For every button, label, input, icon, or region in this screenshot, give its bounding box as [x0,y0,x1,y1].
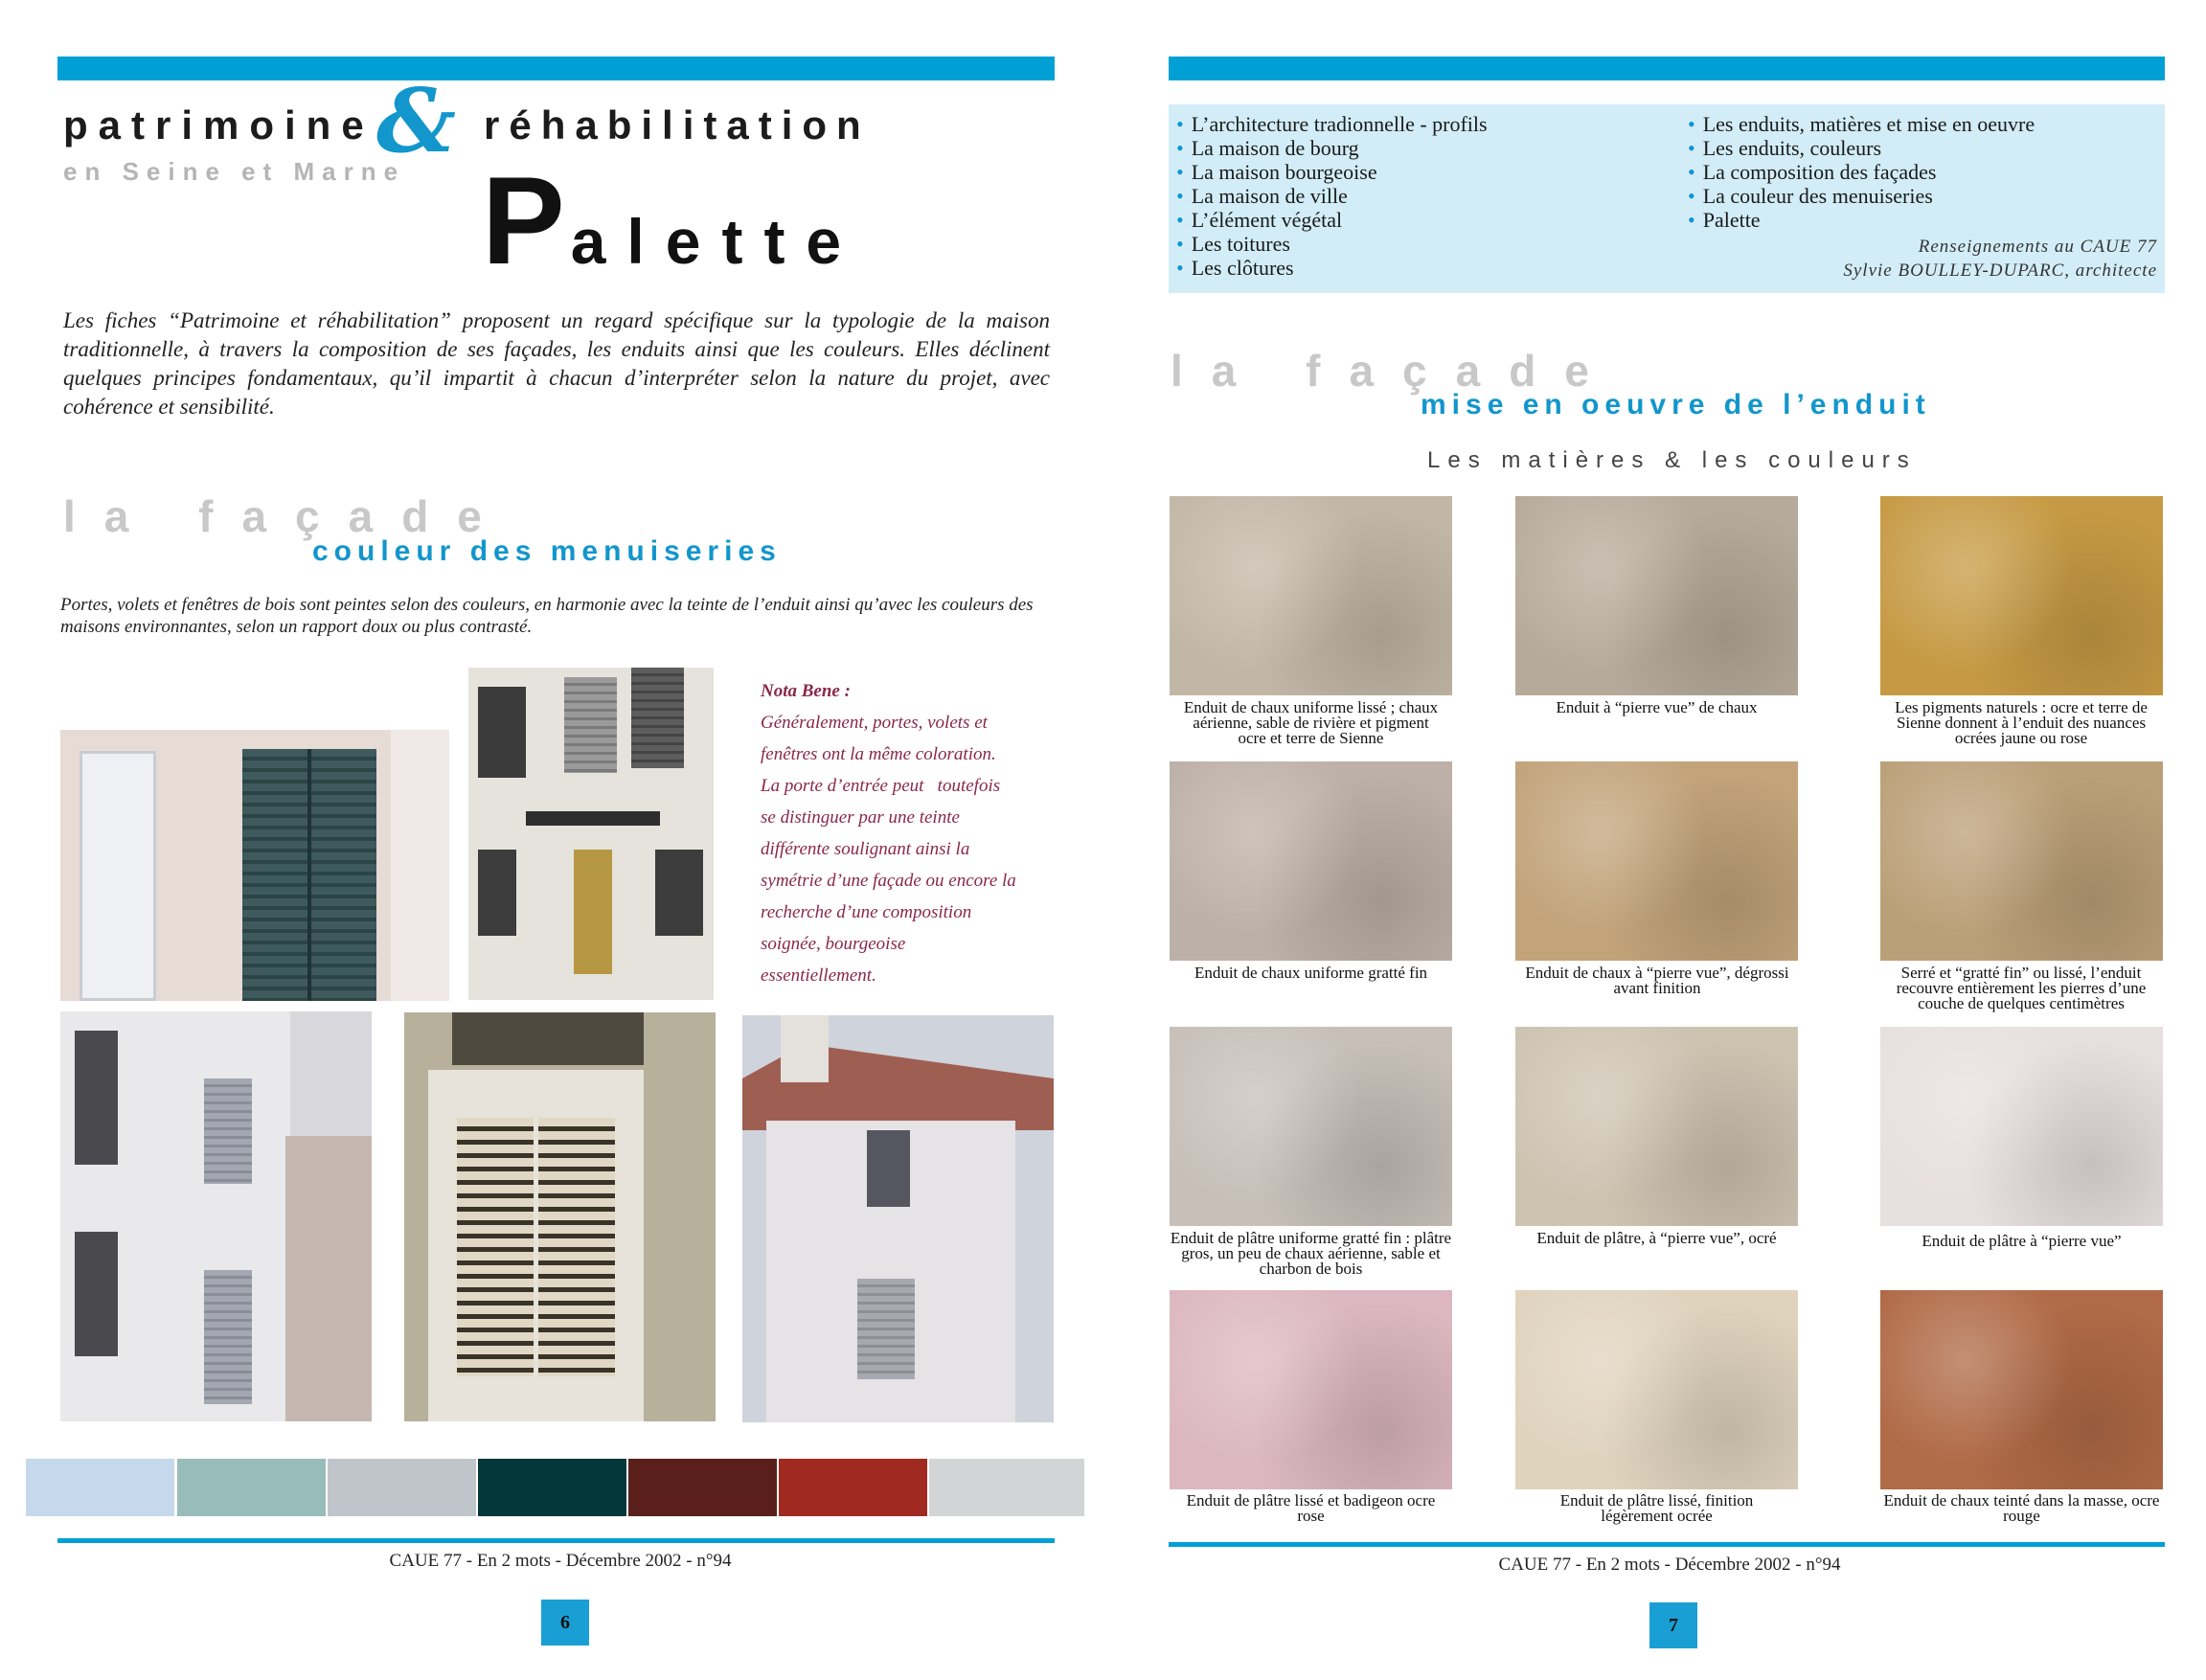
photo-building-yellow-door [468,668,714,1000]
left-section-title: la façade [63,491,511,541]
nota-line: La porte d’entrée peut toutefois [761,776,1001,796]
contact-line-1: Renseignements au CAUE 77 [1918,237,2157,257]
toc-item: • L’élément végétal [1176,208,1488,232]
toc-item: • Les toitures [1176,232,1488,256]
right-footer-text: CAUE 77 - En 2 mots - Décembre 2002 - n°94 [1498,1555,1841,1575]
title-patrimoine: patrimoine [63,102,375,148]
nota-line: différente soulignant ainsi la [761,839,970,859]
sample-swatch [1170,761,1452,961]
sample-caption: Enduit à “pierre vue” de chaux [1556,698,1758,716]
menuiseries-paragraph: Portes, volets et fenêtres de bois sont peintes selon des couleurs, en harmonie avec la teinte de l’enduit ainsi qu’avec les couleurs des maisons environnantes, selon un rapport doux ou plus contrasté. [60,595,1034,637]
swatch-3 [328,1459,476,1516]
sample-caption: Enduit de plâtre uniforme gratté fin : plâtre gros, un peu de chaux aérienne, sable et charbon de bois [1170,1229,1452,1278]
right-section-subtitle: mise en oeuvre de l’enduit [1421,389,1931,420]
right-section-title: la façade [1171,346,1618,396]
toc-item: • Les enduits, couleurs [1688,136,2035,160]
toc-item: • La couleur des menuiseries [1688,184,2035,208]
swatch-4 [478,1459,626,1516]
toc-item: • Les clôtures [1176,256,1488,280]
nota-line: Généralement, portes, volets et [761,713,988,733]
photo-door-shutter [60,730,449,1001]
toc-right-column [1688,112,2035,232]
photo-facade-grey-shutters [60,1011,372,1421]
sample-swatch [1515,1027,1798,1226]
palette-rest: alette [570,206,863,277]
nota-bene-box [761,675,1067,991]
photo-beige-shutters [404,1012,716,1421]
sample-swatch [1515,761,1798,961]
toc-item: • Palette [1688,208,2035,232]
sample-caption: Les pigments naturels : ocre et terre de Sienne donnent à l’enduit des nuances ocrées jaune ou rose [1895,698,2148,747]
sample-caption: Enduit de plâtre lissé et badigeon ocre rose [1186,1491,1436,1525]
toc-item: • L’architecture tradionnelle - profils [1176,112,1488,136]
sample-caption: Serré et “gratté fin” ou lissé, l’enduit recouvre entièrement les pierres d’une couche de quelques centimètres [1896,964,2147,1012]
sample-caption: Enduit de plâtre à “pierre vue” [1922,1232,2122,1250]
photo-roof-gable [742,1015,1054,1422]
swatch-7 [929,1459,1084,1516]
title-rehabilitation: réhabilitation [484,102,871,148]
nota-line: fenêtres ont la même coloration. [761,744,996,764]
nota-line: symétrie d’une façade ou encore la [761,871,1016,891]
left-footer-text: CAUE 77 - En 2 mots - Décembre 2002 - n°94 [389,1551,732,1571]
right-footer-rule [1169,1542,2165,1547]
materials-heading: Les matières & les couleurs [1427,447,1917,473]
sample-swatch [1170,1027,1452,1226]
right-page-number: 7 [1649,1602,1697,1648]
sample-swatch [1880,1290,2163,1489]
palette-initial: P [482,150,565,290]
sample-swatch [1515,1290,1798,1489]
sample-swatch [1880,496,2163,695]
nota-line: recherche d’une composition [761,902,972,922]
left-footer-rule [57,1538,1055,1543]
sample-caption: Enduit de chaux teinté dans la masse, ocre rouge [1883,1491,2160,1525]
toc-item: • La maison de bourg [1176,136,1488,160]
nota-line: essentiellement. [761,965,876,986]
sample-caption: Enduit de plâtre, à “pierre vue”, ocré [1536,1229,1777,1247]
nota-line: se distinguer par une teinte [761,807,960,828]
swatch-6 [779,1459,927,1516]
nota-bene-title: Nota Bene : [761,681,851,701]
intro-paragraph: Les fiches “Patrimoine et réhabilitation” proposent un regard spécifique sur la typologie de la maison traditionnelle, à travers la composition de ses façades, les enduits ainsi que les couleurs. Elles déclinent quelques principes fondamentaux, qu’il impartit à chacun d’interpréter selon la nature du projet, avec cohérence et sensibilité. [63,308,1050,419]
swatch-1 [26,1459,174,1516]
sample-swatch [1880,1027,2163,1226]
sample-caption: Enduit de chaux à “pierre vue”, dégrossi avant finition [1525,964,1789,997]
toc-left-column [1176,112,1488,280]
sample-swatch [1515,496,1798,695]
nota-line: soignée, bourgeoise [761,934,906,954]
toc-item: • La composition des façades [1688,160,2035,184]
left-top-bar [57,57,1055,80]
left-page-number: 6 [541,1600,589,1646]
toc-item: • La maison de ville [1176,184,1488,208]
ampersand-logo: & [376,69,457,172]
toc-item: • Les enduits, matières et mise en oeuvre [1688,112,2035,136]
toc-item: • La maison bourgeoise [1176,160,1488,184]
sample-swatch [1170,1290,1452,1489]
sample-swatch [1170,496,1452,695]
swatch-2 [177,1459,326,1516]
swatch-5 [628,1459,777,1516]
sample-caption: Enduit de chaux uniforme lissé ; chaux aérienne, sable de rivière et pigment ocre et terre de Sienne [1183,698,1439,747]
sample-caption: Enduit de plâtre lissé, finition légèrement ocrée [1559,1491,1754,1525]
sample-swatch [1880,761,2163,961]
right-top-bar [1169,57,2165,80]
left-section-subtitle: couleur des menuiseries [312,535,782,567]
palette-title [482,150,863,290]
contact-line-2: Sylvie BOULLEY-DUPARC, architecte [1843,261,2157,281]
sample-caption: Enduit de chaux uniforme gratté fin [1194,964,1428,982]
subtitle-seine-et-marne: en Seine et Marne [63,157,406,186]
